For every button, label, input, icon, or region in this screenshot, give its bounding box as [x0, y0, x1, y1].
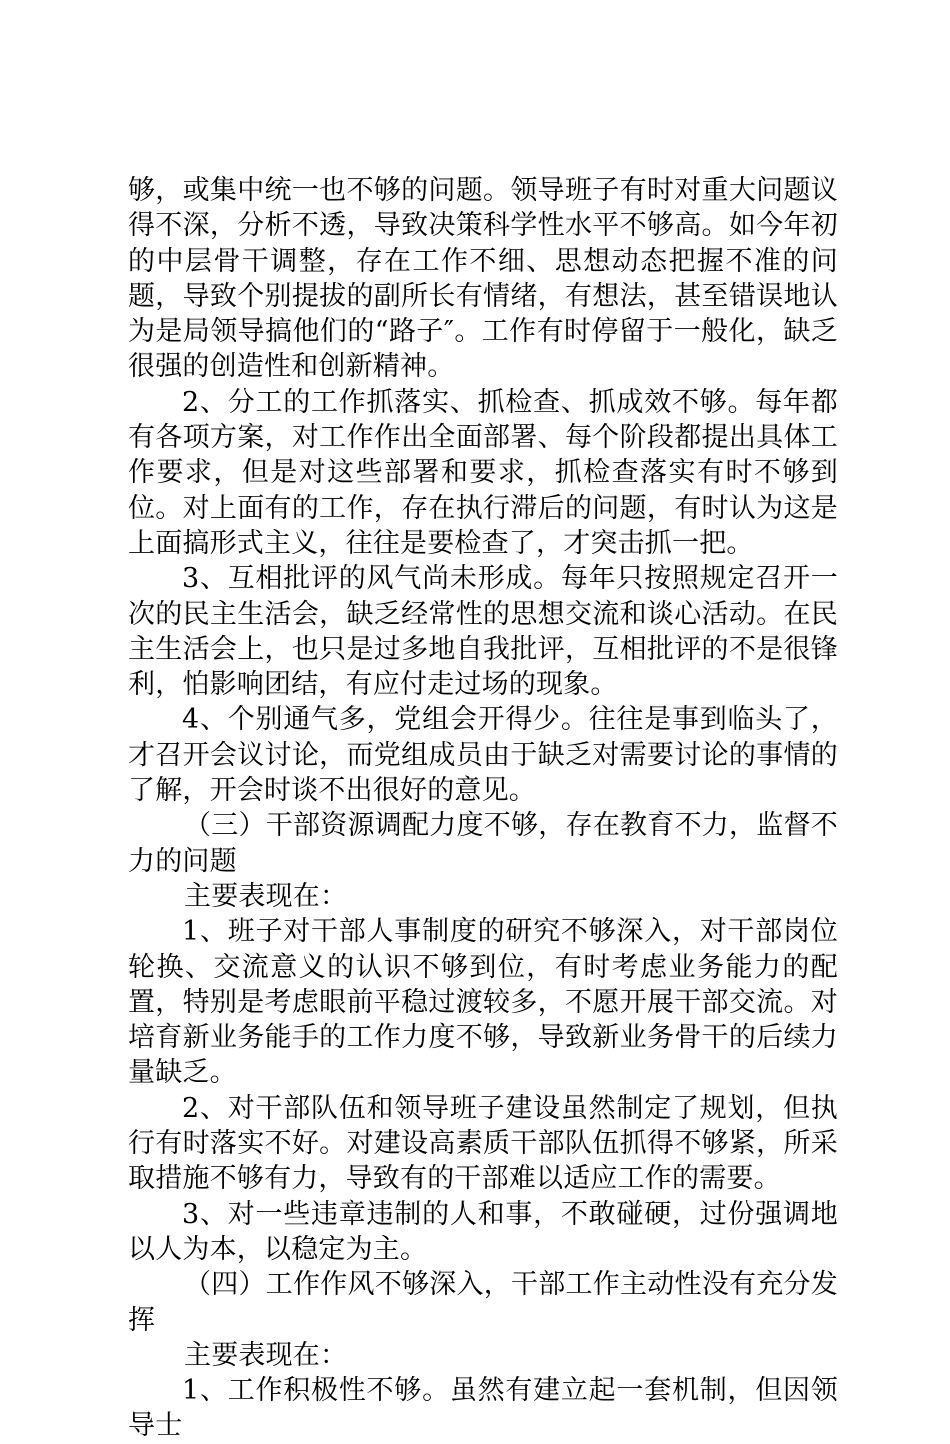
section-intro-4: 主要表现在：: [184, 1339, 348, 1371]
section-heading-3: （三）干部资源调配力度不够，存在教育不力，监督不力的问题: [128, 810, 838, 877]
paragraph-item-2: 2、分工的工作抓落实、抓检查、抓成效不够。每年都有各项方案，对工作作出全面部署、每个阶段都提出具体工作要求，但是对这些部署和要求，抓检查落实有时不够到位。对上面有的工作，存在执行滞后的问题，有时认为这是上面搞形式主义，往往是要检查了，才突击抓一把。: [128, 386, 838, 559]
document-body: [128, 173, 838, 1444]
paragraph-item-1: 1、工作积极性不够。虽然有建立起一套机制，但因领导士: [128, 1375, 838, 1442]
paragraph-continuation: 够，或集中统一也不够的问题。领导班子有时对重大问题议得不深，分析不透，导致决策科学性水平不够高。如今年初的中层骨干调整，存在工作不细、思想动态把握不准的问题，导致个别提拔的副所长有情绪，有想法，甚至错误地认为是局领导搞他们的“路子″。工作有时停留于一般化，缺乏很强的创造性和创新精神。: [128, 175, 838, 383]
paragraph-item-4: 4、个别通气多，党组会开得少。往往是事到临头了，才召开会议讨论，而党组成员由于缺乏对需要讨论的事情的了解，开会时谈不出很好的意见。: [128, 704, 838, 807]
section-heading-4: （四）工作作风不够深入，干部工作主动性没有充分发挥: [128, 1269, 838, 1336]
paragraph-item-2: 2、对干部队伍和领导班子建设虽然制定了规划，但执行有时落实不好。对建设高素质干部队伍抓得不够紧，所采取措施不够有力，导致有的干部难以适应工作的需要。: [128, 1092, 838, 1195]
section-intro-3: 主要表现在：: [184, 880, 348, 912]
paragraph-item-3: 3、对一些违章违制的人和事，不敢碰硬，过份强调地以人为本，以稳定为主。: [128, 1198, 838, 1265]
paragraph-item-1: 1、班子对干部人事制度的研究不够深入，对干部岗位轮换、交流意义的认识不够到位，有时考虑业务能力的配置，特别是考虑眼前平稳过渡较多，不愿开展干部交流。对培育新业务能手的工作力度不够，导致新业务骨干的后续力量缺乏。: [128, 916, 838, 1089]
paragraph-item-3: 3、互相批评的风气尚未形成。每年只按照规定召开一次的民主生活会，缺乏经常性的思想交流和谈心活动。在民主生活会上，也只是过多地自我批评，互相批评的不是很锋利，怕影响团结，有应付走过场的现象。: [128, 563, 838, 701]
